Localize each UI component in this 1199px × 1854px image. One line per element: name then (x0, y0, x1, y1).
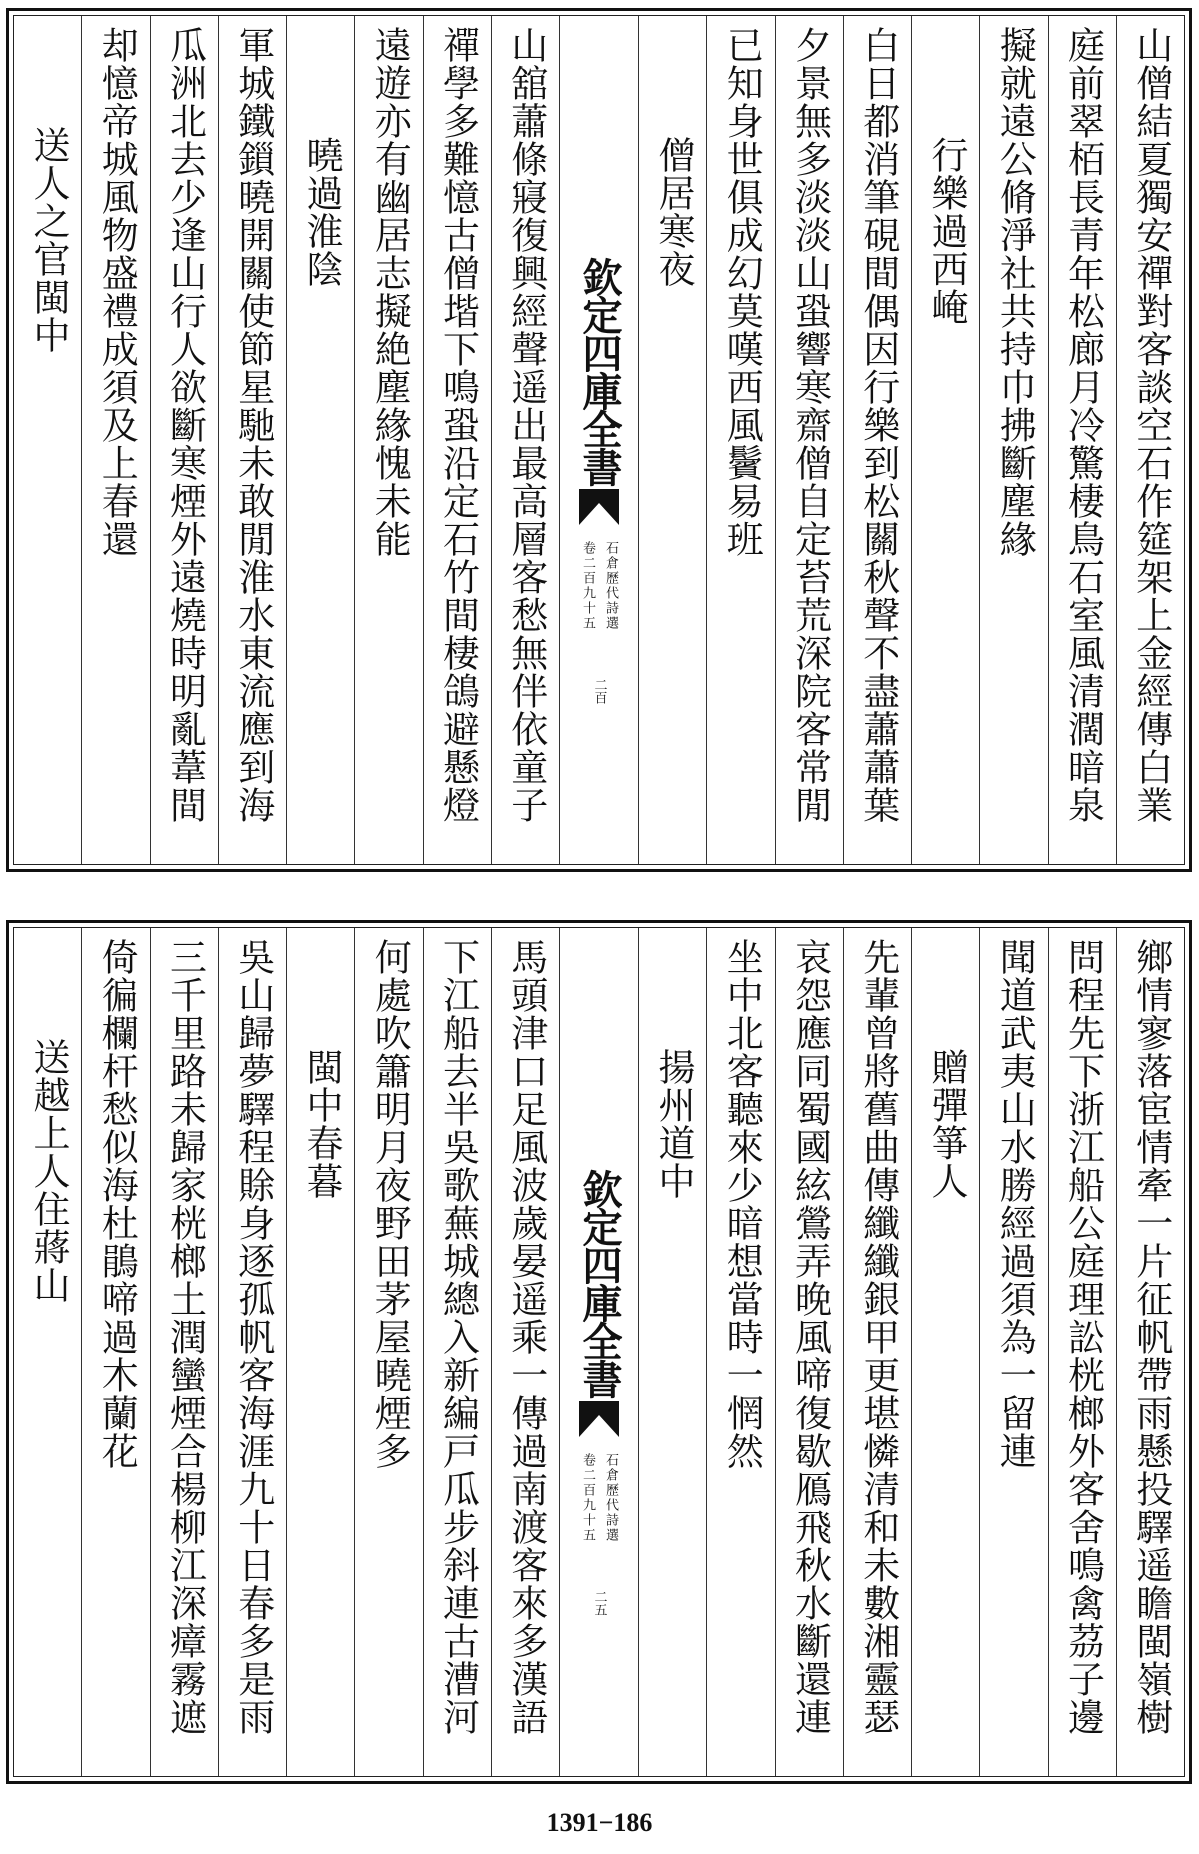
poem-line: 馬頭津口足風波歲晏遥乘一傳過南渡客來多漢語 (504, 938, 548, 1736)
poem-line: 擬就遠公脩淨社共持巾拂斷塵緣 (993, 26, 1037, 558)
poem-title: 送越上人住蔣山 (27, 1038, 71, 1304)
center-subtitle-line: 卷二百九十五 (580, 1453, 595, 1543)
text-column (218, 928, 286, 1776)
poem-title: 贈彈箏人 (925, 1048, 969, 1200)
text-column (775, 16, 843, 864)
poem-line: 吳山歸夢驛程賖身逐孤帆客海涯九十日春多是雨 (231, 938, 275, 1736)
poem-line: 聞道武夷山水勝經過須為一留連 (993, 938, 1037, 1470)
center-subtitle-line: 石倉歷代詩選 (603, 541, 618, 631)
text-column (911, 16, 979, 864)
text-column (354, 928, 422, 1776)
text-column (81, 928, 149, 1776)
text-column (843, 928, 911, 1776)
text-column (354, 16, 422, 864)
poem-line: 哀怨應同蜀國絃鶯弄晚風啼復歇鴈飛秋水斷還連 (788, 938, 832, 1736)
text-column (14, 16, 81, 864)
poem-line: 山僧結夏獨安禪對客談空石作筵架上金經傳白業 (1129, 26, 1173, 824)
text-column (423, 16, 491, 864)
poem-line: 瓜洲北去少逢山行人欲斷寒煙外遠燒時明亂葦間 (163, 26, 207, 824)
fishtail-ornament-icon (579, 489, 619, 525)
poem-line: 下江船去半吳歌蕪城總入新編戸瓜步斜連古漕河 (436, 938, 480, 1736)
poem-title: 行樂過西崦 (925, 136, 969, 326)
top-page-columns (13, 15, 1185, 865)
poem-title: 揚州道中 (652, 1048, 696, 1200)
text-column (286, 16, 354, 864)
center-subtitle (578, 541, 620, 631)
text-column (1048, 928, 1116, 1776)
poem-line: 三千里路未歸家桄榔土潤蠻煙合楊柳江深瘴霧遮 (163, 938, 207, 1736)
text-column (218, 16, 286, 864)
poem-line: 問程先下浙江船公庭理訟桄榔外客舍鳴禽茘子邊 (1061, 938, 1105, 1736)
poem-line: 鄉情寥落宦情牽一片征帆帶雨懸投驛遥瞻閩嶺樹 (1129, 938, 1173, 1736)
bottom-page-columns (13, 927, 1185, 1777)
poem-line: 坐中北客聽來少暗想當時一惘然 (720, 938, 764, 1470)
text-column (423, 928, 491, 1776)
center-subtitle-line: 卷二百九十五 (580, 541, 595, 631)
text-column (14, 928, 81, 1776)
text-column (979, 928, 1047, 1776)
text-column (706, 928, 774, 1776)
poem-line: 山舘蕭條寢復興經聲遥出最高層客愁無伴依童子 (504, 26, 548, 824)
text-column (638, 16, 706, 864)
text-column (775, 928, 843, 1776)
text-column (1116, 16, 1184, 864)
text-column (843, 16, 911, 864)
folio-number: 二五 (591, 1590, 607, 1616)
center-subtitle-line: 石倉歷代詩選 (603, 1453, 618, 1543)
page-number: 1391−186 (546, 1808, 653, 1837)
poem-line: 遠遊亦有幽居志擬絶塵緣愧未能 (368, 26, 412, 558)
center-fold (559, 16, 638, 864)
center-subtitle (578, 1453, 620, 1543)
text-column (150, 928, 218, 1776)
text-column (1048, 16, 1116, 864)
book-title: 欽定四庫全書 (576, 1169, 623, 1397)
poem-title: 閩中春暮 (300, 1048, 344, 1200)
poem-line: 倚徧欄杆愁似海杜鵑啼過木蘭花 (95, 938, 139, 1470)
poem-line: 禪學多難憶古僧堦下鳴蛩沿定石竹間棲鴿避懸燈 (436, 26, 480, 824)
text-column (491, 16, 559, 864)
top-page (6, 8, 1192, 872)
center-fold (559, 928, 638, 1776)
text-column (286, 928, 354, 1776)
text-column (81, 16, 149, 864)
poem-title: 送人之官閩中 (27, 126, 71, 354)
poem-line: 却憶帝城風物盛禮成須及上春還 (95, 26, 139, 558)
text-column (638, 928, 706, 1776)
poem-line: 庭前翠栢長青年松廊月冷驚棲鳥石室風清濶暗泉 (1061, 26, 1105, 824)
poem-line: 已知身世俱成幻莫嘆西風鬢易班 (720, 26, 764, 558)
fishtail-ornament-icon (579, 1401, 619, 1437)
poem-line: 夕景無多淡淡山蛩響寒齋僧自定苔荒深院客常閒 (788, 26, 832, 824)
book-title: 欽定四庫全書 (576, 257, 623, 485)
text-column (911, 928, 979, 1776)
text-column (979, 16, 1047, 864)
text-column (491, 928, 559, 1776)
poem-line: 軍城鐵鎻曉開關使節星馳未敢閒淮水東流應到海 (231, 26, 275, 824)
poem-line: 白日都消筆硯間偶因行樂到松關秋聲不盡蕭蕭葉 (856, 26, 900, 824)
poem-title: 僧居寒夜 (652, 136, 696, 288)
folio-number: 二百 (591, 678, 607, 704)
text-column (150, 16, 218, 864)
text-column (1116, 928, 1184, 1776)
poem-title: 曉過淮陰 (300, 136, 344, 288)
text-column (706, 16, 774, 864)
bottom-page (6, 920, 1192, 1784)
poem-line: 何處吹簫明月夜野田茅屋曉煙多 (368, 938, 412, 1470)
poem-line: 先輩曾將舊曲傳纖纖銀甲更堪憐清和未數湘靈瑟 (856, 938, 900, 1736)
